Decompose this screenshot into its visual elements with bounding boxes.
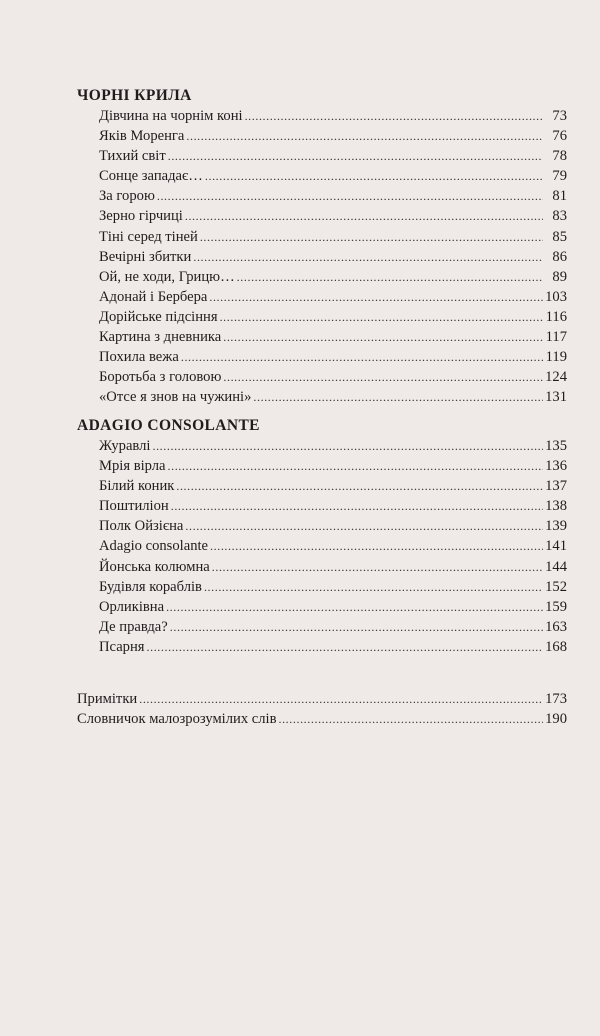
entry-title: Зерно гірчиці: [99, 208, 183, 225]
toc-entry-glossary[interactable]: [77, 709, 567, 729]
toc-entry[interactable]: [77, 637, 567, 657]
entry-title: Полк Ойзієна: [99, 518, 184, 535]
entry-page: 173: [545, 691, 567, 707]
entry-page: 139: [545, 518, 567, 535]
entry-page: 103: [545, 288, 567, 305]
entry-title: Картина з дневника: [99, 329, 222, 346]
entry-title: Похила вежа: [99, 349, 179, 366]
entry-page: 137: [545, 478, 567, 495]
entry-title: Дорійське підсіння: [99, 308, 218, 325]
dot-leader: [157, 186, 543, 206]
toc-entry[interactable]: [77, 436, 567, 456]
dot-leader: [205, 166, 543, 186]
entry-title: Ой, не ходи, Грицю…: [99, 268, 235, 285]
entry-title: Журавлі: [99, 438, 151, 454]
entry-title: Примітки: [77, 691, 138, 707]
entry-page: 131: [545, 389, 567, 406]
toc-entry[interactable]: [77, 617, 567, 637]
entry-title: Білий коник: [99, 478, 175, 495]
dot-leader: [170, 617, 543, 637]
toc-entry[interactable]: [77, 247, 567, 267]
toc-entry[interactable]: [77, 287, 567, 307]
toc-entry[interactable]: [77, 516, 567, 536]
entry-page: 83: [552, 208, 567, 225]
entry-title: За горою: [99, 188, 155, 205]
entry-page: 85: [552, 228, 567, 245]
entry-page: 190: [545, 711, 567, 728]
dot-leader: [210, 536, 543, 556]
toc-entry[interactable]: [77, 577, 567, 597]
toc-entry[interactable]: [77, 456, 567, 476]
dot-leader: [168, 456, 544, 476]
dot-leader: [223, 327, 543, 347]
entry-title: Adagio consolante: [99, 538, 209, 555]
entry-page: 81: [552, 188, 567, 205]
dot-leader: [176, 476, 543, 496]
entry-title: Тіні серед тіней: [99, 228, 198, 245]
toc-entry[interactable]: [77, 307, 567, 327]
section-title: ЧОРНІ КРИЛА: [77, 87, 192, 104]
entry-page: 78: [552, 148, 567, 165]
dot-leader: [139, 689, 543, 709]
dot-leader: [166, 597, 543, 617]
dot-leader: [237, 267, 543, 287]
entry-page: 124: [545, 369, 567, 386]
dot-leader: [253, 387, 543, 407]
toc-back-matter: [77, 689, 567, 729]
entry-page: 116: [545, 308, 567, 325]
dot-leader: [185, 516, 543, 536]
entry-title: Йонська колюмна: [99, 558, 210, 575]
entry-page: 144: [545, 558, 567, 575]
entry-title: Тихий світ: [99, 148, 166, 165]
dot-leader: [168, 146, 543, 166]
toc-entry[interactable]: [77, 166, 567, 186]
toc-entry[interactable]: [77, 206, 567, 226]
entry-page: 73: [552, 108, 567, 124]
toc-entry[interactable]: [77, 106, 567, 126]
entry-page: 163: [545, 618, 567, 635]
entry-page: 152: [545, 578, 567, 595]
toc-entry[interactable]: [77, 387, 567, 407]
entry-title: Псарня: [99, 638, 145, 655]
entry-title: Орликівна: [99, 598, 165, 615]
entry-title: Вечірні збитки: [99, 248, 192, 265]
dot-leader: [223, 367, 543, 387]
entry-title: Де правда?: [99, 618, 168, 635]
entry-page: 168: [545, 638, 567, 655]
entry-page: 119: [545, 349, 567, 366]
dot-leader: [209, 287, 543, 307]
toc-entry[interactable]: [77, 186, 567, 206]
toc-entry[interactable]: [77, 126, 567, 146]
toc-entry[interactable]: [77, 327, 567, 347]
toc-entry[interactable]: [77, 597, 567, 617]
toc-entry[interactable]: [77, 227, 567, 247]
dot-leader: [147, 637, 544, 657]
dot-leader: [171, 496, 543, 516]
entry-title: Адонай і Бербера: [99, 288, 208, 305]
entry-title: Мрія вірла: [99, 458, 166, 475]
dot-leader: [200, 227, 543, 247]
entry-page: 86: [552, 248, 567, 265]
entry-title: Поштиліон: [99, 498, 169, 515]
toc-entry[interactable]: [77, 146, 567, 166]
dot-leader: [212, 557, 543, 577]
toc-entry[interactable]: [77, 267, 567, 287]
dot-leader: [278, 709, 543, 729]
entry-title: Дівчина на чорнім коні: [99, 108, 243, 124]
entry-page: 76: [552, 128, 567, 145]
toc-entry[interactable]: [77, 496, 567, 516]
entry-title: Яків Моренга: [99, 128, 185, 145]
entry-title: Боротьба з головою: [99, 369, 222, 386]
entry-title: Сонце западає…: [99, 168, 203, 185]
toc-entry-notes[interactable]: [77, 689, 567, 709]
dot-leader: [245, 106, 543, 126]
entry-page: 79: [552, 168, 567, 185]
entry-page: 136: [545, 458, 567, 475]
dot-leader: [185, 206, 543, 226]
toc-section-chorni-krila: [77, 86, 567, 407]
entry-page: 159: [545, 598, 567, 615]
entry-title: Будівля кораблів: [99, 578, 202, 595]
toc-entry[interactable]: [77, 367, 567, 387]
entry-page: 89: [552, 268, 567, 285]
toc-entry[interactable]: [77, 347, 567, 367]
toc-entry[interactable]: [77, 536, 567, 556]
toc-entry[interactable]: [77, 476, 567, 496]
entry-page: 117: [545, 329, 567, 346]
entry-page: 138: [545, 498, 567, 515]
dot-leader: [220, 307, 543, 327]
dot-leader: [193, 247, 543, 267]
toc-entry[interactable]: [77, 557, 567, 577]
toc-section-adagio-consolante: [77, 416, 567, 657]
entry-title: Словничок малозрозумілих слів: [77, 711, 277, 728]
dot-leader: [186, 126, 543, 146]
section-title: ADAGIO CONSOLANTE: [77, 417, 260, 434]
entry-page: 141: [545, 538, 567, 555]
dot-leader: [181, 347, 543, 367]
entry-title: «Отсе я знов на чужині»: [99, 389, 252, 406]
entry-page: 135: [545, 438, 567, 454]
dot-leader: [204, 577, 543, 597]
dot-leader: [152, 436, 543, 456]
